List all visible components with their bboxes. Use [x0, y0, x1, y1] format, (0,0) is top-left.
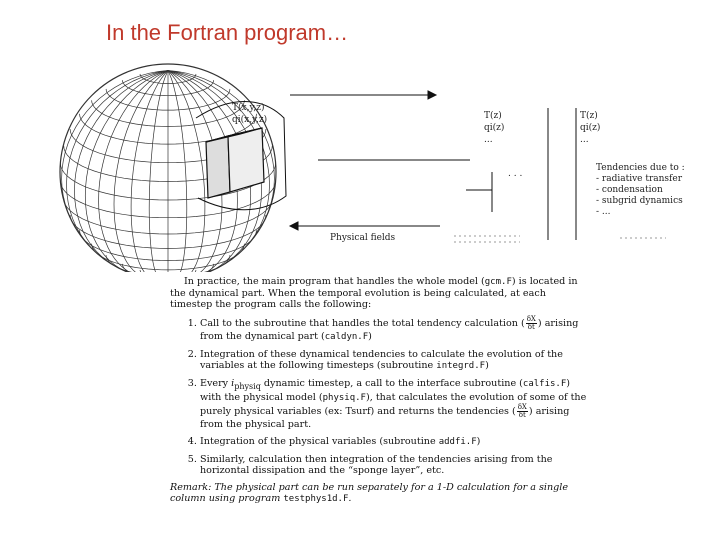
label-qi-z-mid: qi(z) — [484, 123, 505, 133]
intro-paragraph: In practice, the main program that handles the whole model (gcm.F) is located in the dynamical part. When the temporal evolution is being calculated, at each timestep the program calls the following: — [170, 276, 578, 310]
label-dots-right: ... — [580, 135, 589, 145]
list-item: 2. Integration of these dynamical tendencies to calculate the evolution of the variables at the following timesteps (subroutine integrd.F) — [200, 349, 588, 372]
label-ellipsis-center: . . . — [508, 169, 523, 179]
label-qi-xyz: qi(x,y,z) — [232, 115, 268, 125]
list-item: 1. Call to the subroutine that handles the total tendency calculation ( $\frac{\delta X}{\delta t}$ ) arising from the dynamical part (caldyn.F) — [200, 316, 588, 343]
label-qi-z-right: qi(z) — [580, 123, 601, 133]
tendencies-title: Tendencies due to : — [596, 163, 685, 173]
label-t-z-right: T(z) — [580, 111, 598, 121]
label-physical-fields: Physical fields — [330, 233, 396, 243]
i-physiq: $i_{physiq}$ — [231, 378, 261, 391]
tendency-item: - ... — [596, 207, 611, 217]
list-item: 3. Every $i_{physiq}$ dynamic timestep, a call to the interface subroutine (calfis.F) with the physical model (physiq.F), that calculates the evolution of some of the purely physical variables (ex: Tsurf) and returns the tendencies ( $\frac{\delta X}{\delta t}$ ) arising from the physical part. — [200, 378, 588, 430]
label-t-z-mid: T(z) — [484, 111, 502, 121]
remark: Remark: The physical part can be run separately for a 1-D calculation for a single column using program testphys1d.F. — [170, 481, 569, 504]
label-dots-mid: ... — [484, 135, 493, 145]
grid-column-box — [206, 128, 264, 198]
diagram-arrows — [290, 91, 492, 230]
step-list — [170, 316, 588, 476]
list-item: 4. Integration of the physical variables (subroutine addfi.F) — [200, 436, 588, 448]
tendency-item: - condensation — [596, 185, 663, 195]
slide-title: In the Fortran program… — [106, 20, 349, 45]
label-t-xyz: T(x,y,z) — [232, 103, 265, 113]
fraction-dx-dt: $\frac{\delta X}{\delta t}$ — [526, 315, 536, 331]
fraction-dx-dt: $\frac{\delta X}{\delta t}$ — [517, 402, 527, 419]
tendency-item: - radiative transfer — [596, 174, 683, 184]
list-item: 5. Similarly, calculation then integration of the tendencies arising from the horizontal dissipation and the “sponge layer”, etc. — [200, 454, 588, 476]
body-text — [170, 276, 588, 505]
tendency-item: - subgrid dynamics — [596, 196, 683, 206]
